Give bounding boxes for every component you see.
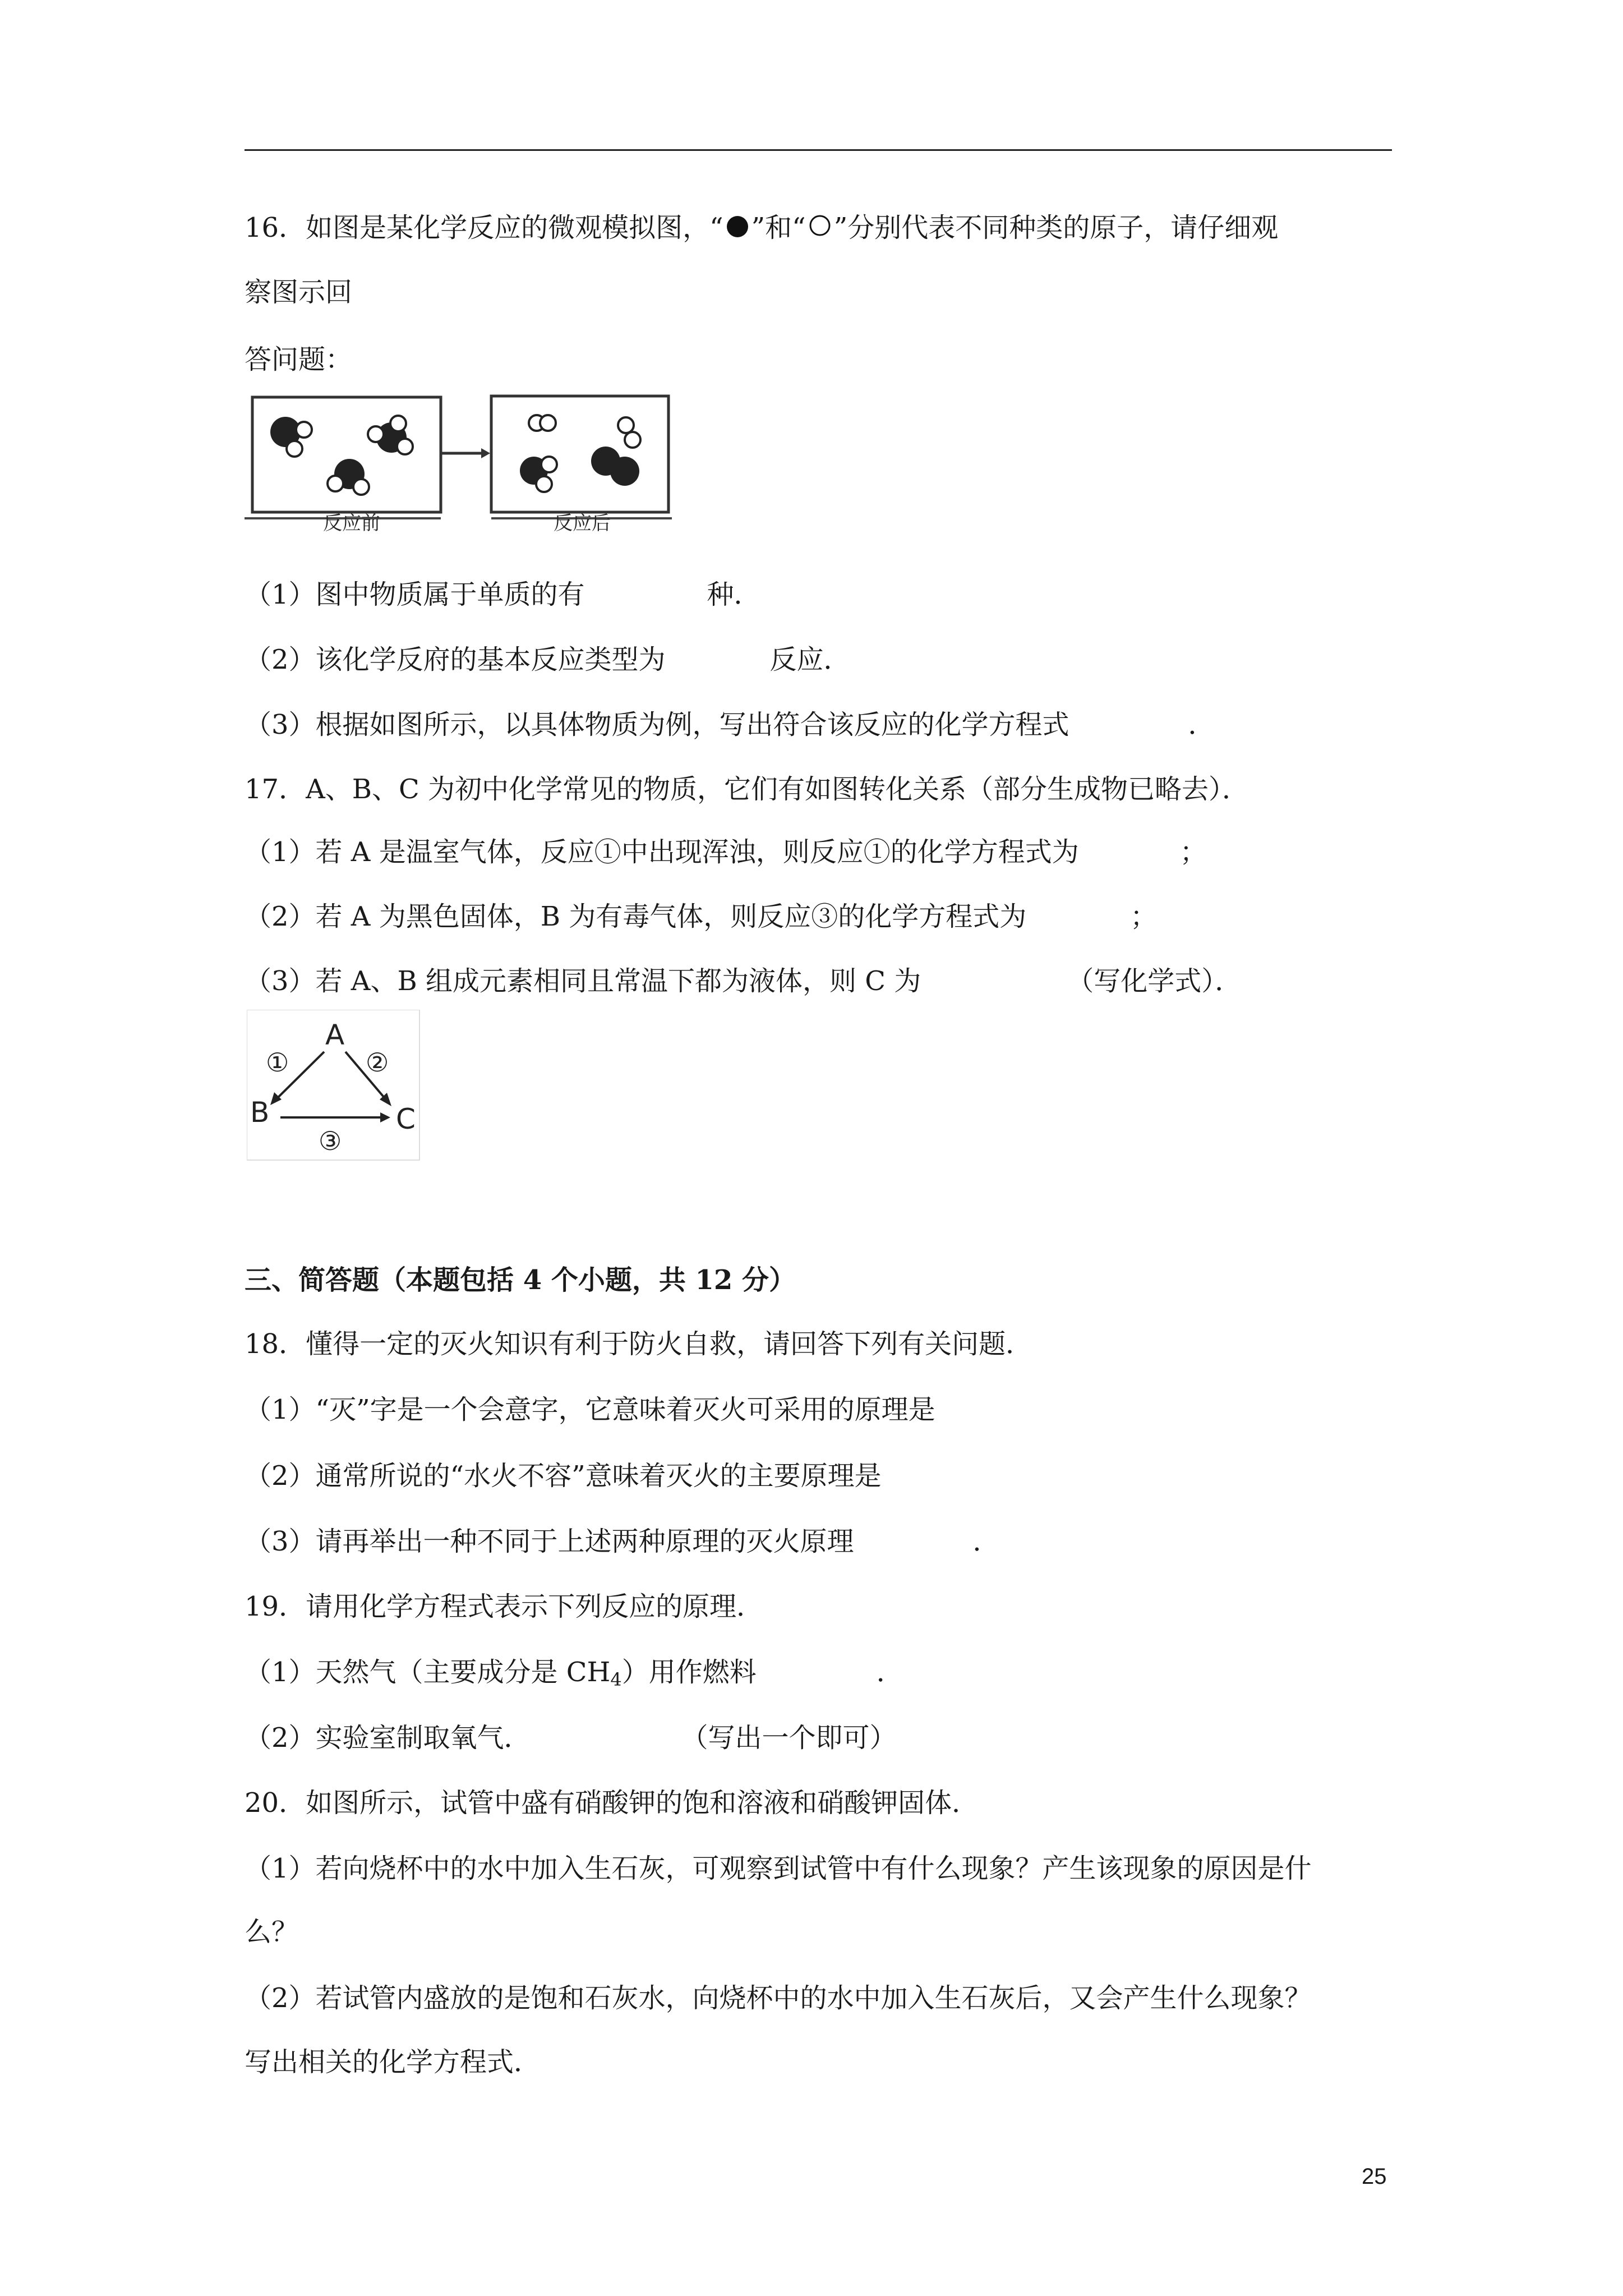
after-label: 反应后 — [554, 512, 611, 533]
q18-intro: 18．懂得一定的灭火知识有利于防火自救，请回答下列有关问题． — [245, 1328, 1033, 1360]
node-a: A — [325, 1019, 345, 1051]
node-b: B — [250, 1096, 270, 1129]
molecule-after-1 — [529, 415, 556, 431]
header-rule — [245, 149, 1392, 151]
q20-part1-line1: （1）若向烧杯中的水中加入生石灰，可观察到试管中有什么现象？产生该现象的原因是什 — [245, 1853, 1312, 1884]
q19-intro: 19．请用化学方程式表示下列反应的原理． — [245, 1591, 764, 1622]
conversion-triangle-diagram — [247, 1010, 421, 1161]
q17-intro: 17．A、B、C 为初中化学常见的物质，它们有如图转化关系（部分生成物已略去）． — [245, 774, 1249, 805]
filled-atom-icon — [723, 214, 751, 246]
q18-part1: （1）“灭”字是一个会意字，它意味着灭火可采用的原理是 — [245, 1394, 935, 1425]
q20-part2-line1: （2）若试管内盛放的是饱和石灰水，向烧杯中的水中加入生石灰后，又会产生什么现象？ — [245, 1982, 1312, 2014]
q19-part2: （2）实验室制取氧气． （写出一个即可） — [245, 1722, 897, 1754]
q20-part1-line2: 么？ — [245, 1916, 299, 1948]
hollow-atom-icon — [806, 214, 834, 246]
q17-part2: （2）若 A 为黑色固体，B 为有毒气体，则反应③的化学方程式为 ； — [245, 901, 1158, 932]
q19-part1: （1）天然气（主要成分是 $CH_4$）用作燃料 ． — [245, 1657, 903, 1690]
q16-part3: （3）根据如图所示，以具体物质为例，写出符合该反应的化学方程式 ． — [245, 709, 1215, 740]
section-3-title: 三、简答题（本题包括 4 个小题，共 12 分） — [245, 1264, 796, 1296]
q16-intro-line1: 16．如图是某化学反应的微观模拟图，“ ”和“ ”分别代表不同种类的原子，请仔细观 — [245, 211, 1278, 246]
reaction-2-label: ② — [366, 1047, 389, 1078]
q20-part2-line2: 写出相关的化学方程式． — [245, 2046, 541, 2078]
q16-part2: （2）该化学反府的基本反应类型为 反应． — [245, 644, 851, 675]
q16-intro-line2: 察图示回 — [245, 277, 353, 308]
q16-part1: （1）图中物质属于单质的有 种． — [245, 579, 761, 610]
q20-intro: 20．如图所示，试管中盛有硝酸钾的饱和溶液和硝酸钾固体． — [245, 1787, 979, 1819]
q18-part3: （3）请再举出一种不同于上述两种原理的灭火原理 ． — [245, 1526, 1000, 1557]
node-c: C — [396, 1103, 416, 1135]
reaction-arrow — [442, 448, 490, 458]
reaction-micro-diagram — [245, 393, 674, 533]
q18-part2: （2）通常所说的“水火不容”意味着灭火的主要原理是 — [245, 1460, 882, 1492]
reaction-1-label: ① — [266, 1047, 289, 1078]
q17-part1: （1）若 A 是温室气体，反应①中出现浑浊，则反应①的化学方程式为 ； — [245, 836, 1207, 868]
reaction-3-label: ③ — [319, 1126, 342, 1156]
page-number: 25 — [1362, 2164, 1387, 2189]
q16-intro-line3: 答问题： — [245, 344, 353, 375]
before-label: 反应前 — [323, 512, 380, 533]
q17-part3: （3）若 A、B 组成元素相同且常温下都为液体，则 C 为 （写化学式）． — [245, 965, 1242, 997]
